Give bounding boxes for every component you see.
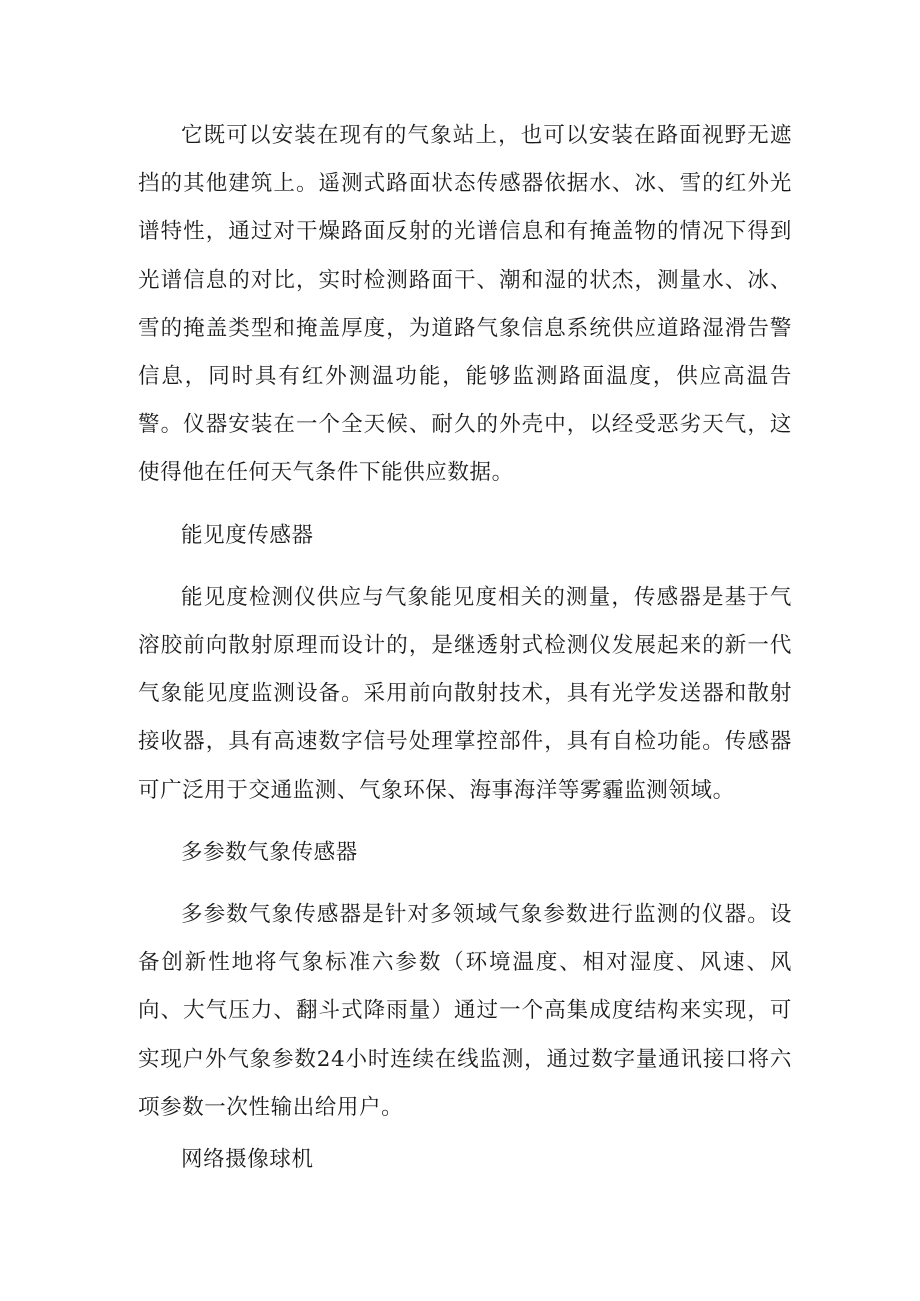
document-body [138,112,792,1184]
paragraph-visibility-sensor: 能见度检测仪供应与气象能见度相关的测量，传感器是基于气溶胶前向散射原理而设计的，是继透射式检测仪发展起来的新一代气象能见度监测设备。采用前向散射技术，具有光学发送器和散射接收器，具有高速数字信号处理掌控部件，具有自检功能。传感器可广泛用于交通监测、气象环保、海事海洋等雾霾监测领域。 [138,584,792,803]
heading-visibility-sensor: 能见度传感器 [181,522,314,548]
paragraph-multi-parameter-sensor: 多参数气象传感器是针对多领域气象参数进行监测的仪器。设备创新性地将气象标准六参数（环境温度、相对湿度、风速、风向、大气压力、翻斗式降雨量）通过一个高集成度结构来实现，可实现户外气象参数24小时连续在线监测，通过数字量通讯接口将六项参数一次性输出给用户。 [138,902,792,1120]
heading-multi-parameter-sensor: 多参数气象传感器 [181,839,358,865]
heading-network-dome-camera: 网络摄像球机 [181,1147,314,1173]
paragraph-road-sensor: 它既可以安装在现有的气象站上，也可以安装在路面视野无遮挡的其他建筑上。遥测式路面状态传感器依据水、冰、雪的红外光谱特性，通过对干燥路面反射的光谱信息和有掩盖物的情况下得到光谱信息的对比，实时检测路面干、潮和湿的状杰，测量水、冰、雪的掩盖类型和掩盖厚度，为道路气象信息系统供应道路湿滑告警信息，同时具有红外测温功能，能够监测路面温度，供应高温告警。仪器安装在一个全天候、耐久的外壳中，以经受恶劣天气，这使得他在任何天气条件下能供应数据。 [138,123,792,486]
